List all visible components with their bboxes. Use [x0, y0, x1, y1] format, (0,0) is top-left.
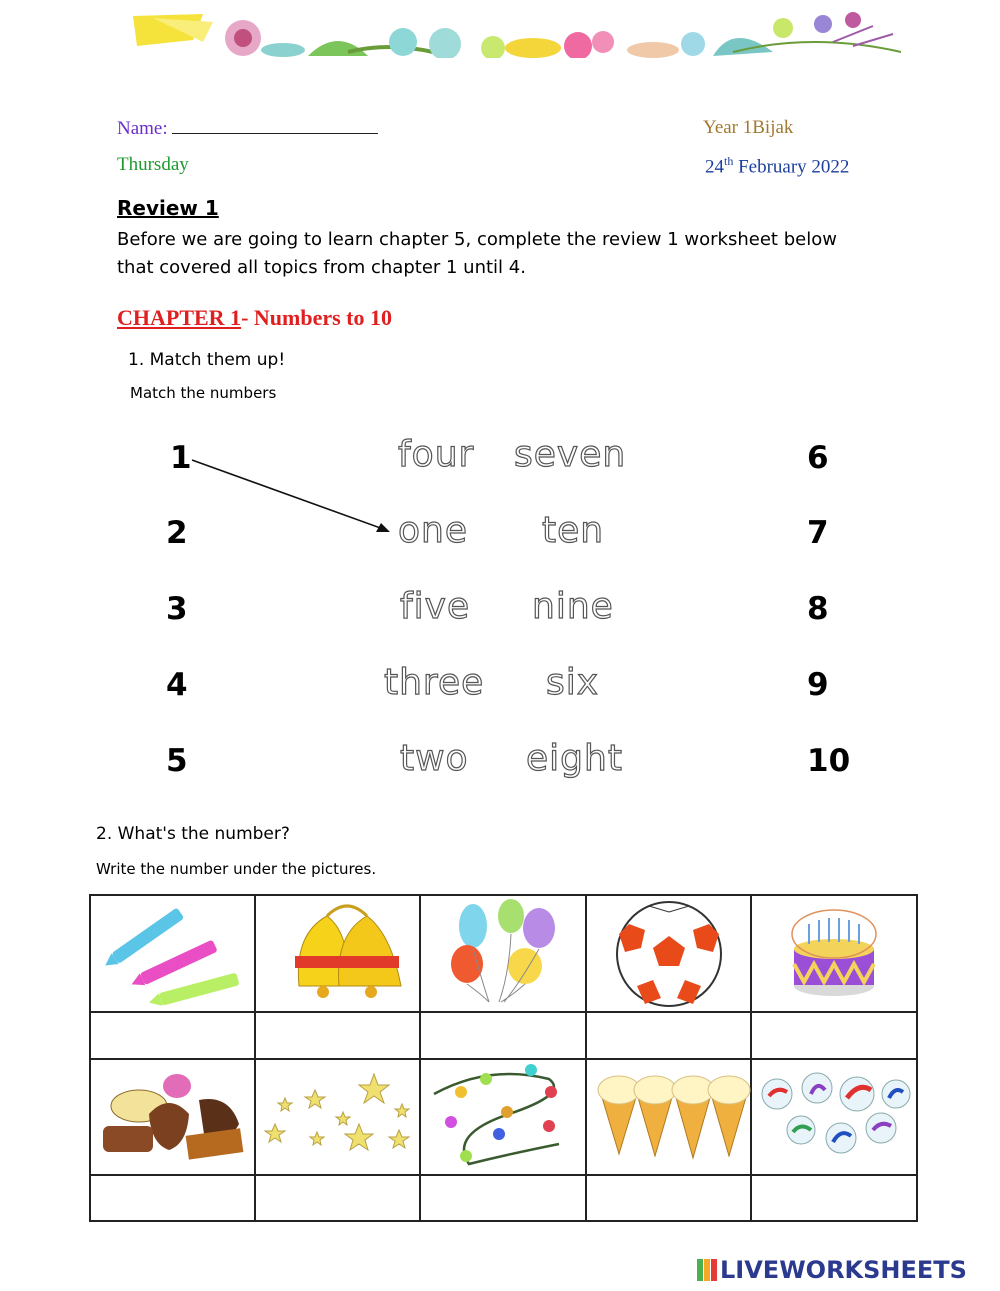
chapter-heading — [117, 305, 392, 331]
number-word[interactable]: seven — [514, 434, 627, 475]
chapter-label: CHAPTER 1 — [117, 305, 242, 330]
question2-subtitle: Write the number under the pictures. — [96, 860, 377, 878]
picture-grid — [89, 894, 918, 1222]
left-number[interactable]: 4 — [166, 667, 188, 703]
stars-picture — [265, 1074, 409, 1150]
question1-subtitle: Match the numbers — [130, 384, 277, 402]
date-day: 24 — [705, 156, 724, 178]
birthday-cake-picture — [792, 910, 876, 996]
floral-banner — [133, 12, 901, 58]
number-word[interactable]: two — [400, 738, 469, 779]
right-number[interactable]: 6 — [807, 440, 829, 476]
number-word[interactable]: six — [546, 662, 600, 703]
day-label: Thursday — [117, 154, 189, 175]
name-field[interactable] — [117, 117, 378, 140]
number-word[interactable]: ten — [542, 510, 605, 551]
bells-picture — [295, 906, 401, 998]
right-number[interactable]: 9 — [807, 667, 829, 703]
name-label: Name: — [117, 118, 168, 139]
left-number[interactable]: 3 — [166, 591, 188, 627]
chapter-title: - Numbers to 10 — [241, 305, 392, 330]
right-number[interactable]: 7 — [807, 515, 829, 551]
left-number[interactable]: 5 — [166, 743, 188, 779]
balloons-picture — [451, 899, 555, 1002]
question1-title: 1. Match them up! — [128, 350, 286, 370]
number-word[interactable]: eight — [526, 738, 623, 779]
right-number[interactable]: 10 — [807, 743, 851, 779]
date-label — [705, 154, 849, 178]
review-title: Review 1 — [117, 196, 219, 220]
football-picture — [617, 902, 721, 1006]
review-instructions: Before we are going to learn chapter 5, complete the review 1 worksheet below that covered all topics from chapter 1 until 4. — [117, 229, 837, 278]
left-number[interactable]: 1 — [170, 440, 192, 476]
match-arrow — [190, 455, 400, 540]
right-number[interactable]: 8 — [807, 591, 829, 627]
left-number[interactable]: 2 — [166, 515, 188, 551]
chocolates-picture — [103, 1074, 243, 1160]
fairy-lights-picture — [434, 1064, 559, 1164]
number-word[interactable]: nine — [532, 586, 614, 627]
number-word[interactable]: one — [398, 510, 468, 551]
question2-title: 2. What's the number? — [96, 824, 290, 844]
ice-creams-picture — [598, 1076, 750, 1158]
marbles-picture — [762, 1073, 910, 1153]
name-blank-line[interactable] — [172, 117, 378, 134]
number-word[interactable]: four — [398, 434, 475, 475]
number-word[interactable]: three — [384, 662, 485, 703]
crayons-picture — [101, 907, 239, 1008]
number-word[interactable]: five — [400, 586, 471, 627]
class-label: Year 1Bijak — [703, 117, 794, 138]
date-rest: February 2022 — [738, 156, 850, 178]
liveworksheets-logo-icon — [697, 1259, 717, 1281]
brand-name: LIVEWORKSHEETS — [720, 1256, 967, 1284]
liveworksheets-brand — [697, 1256, 967, 1284]
date-suffix: th — [724, 154, 734, 168]
